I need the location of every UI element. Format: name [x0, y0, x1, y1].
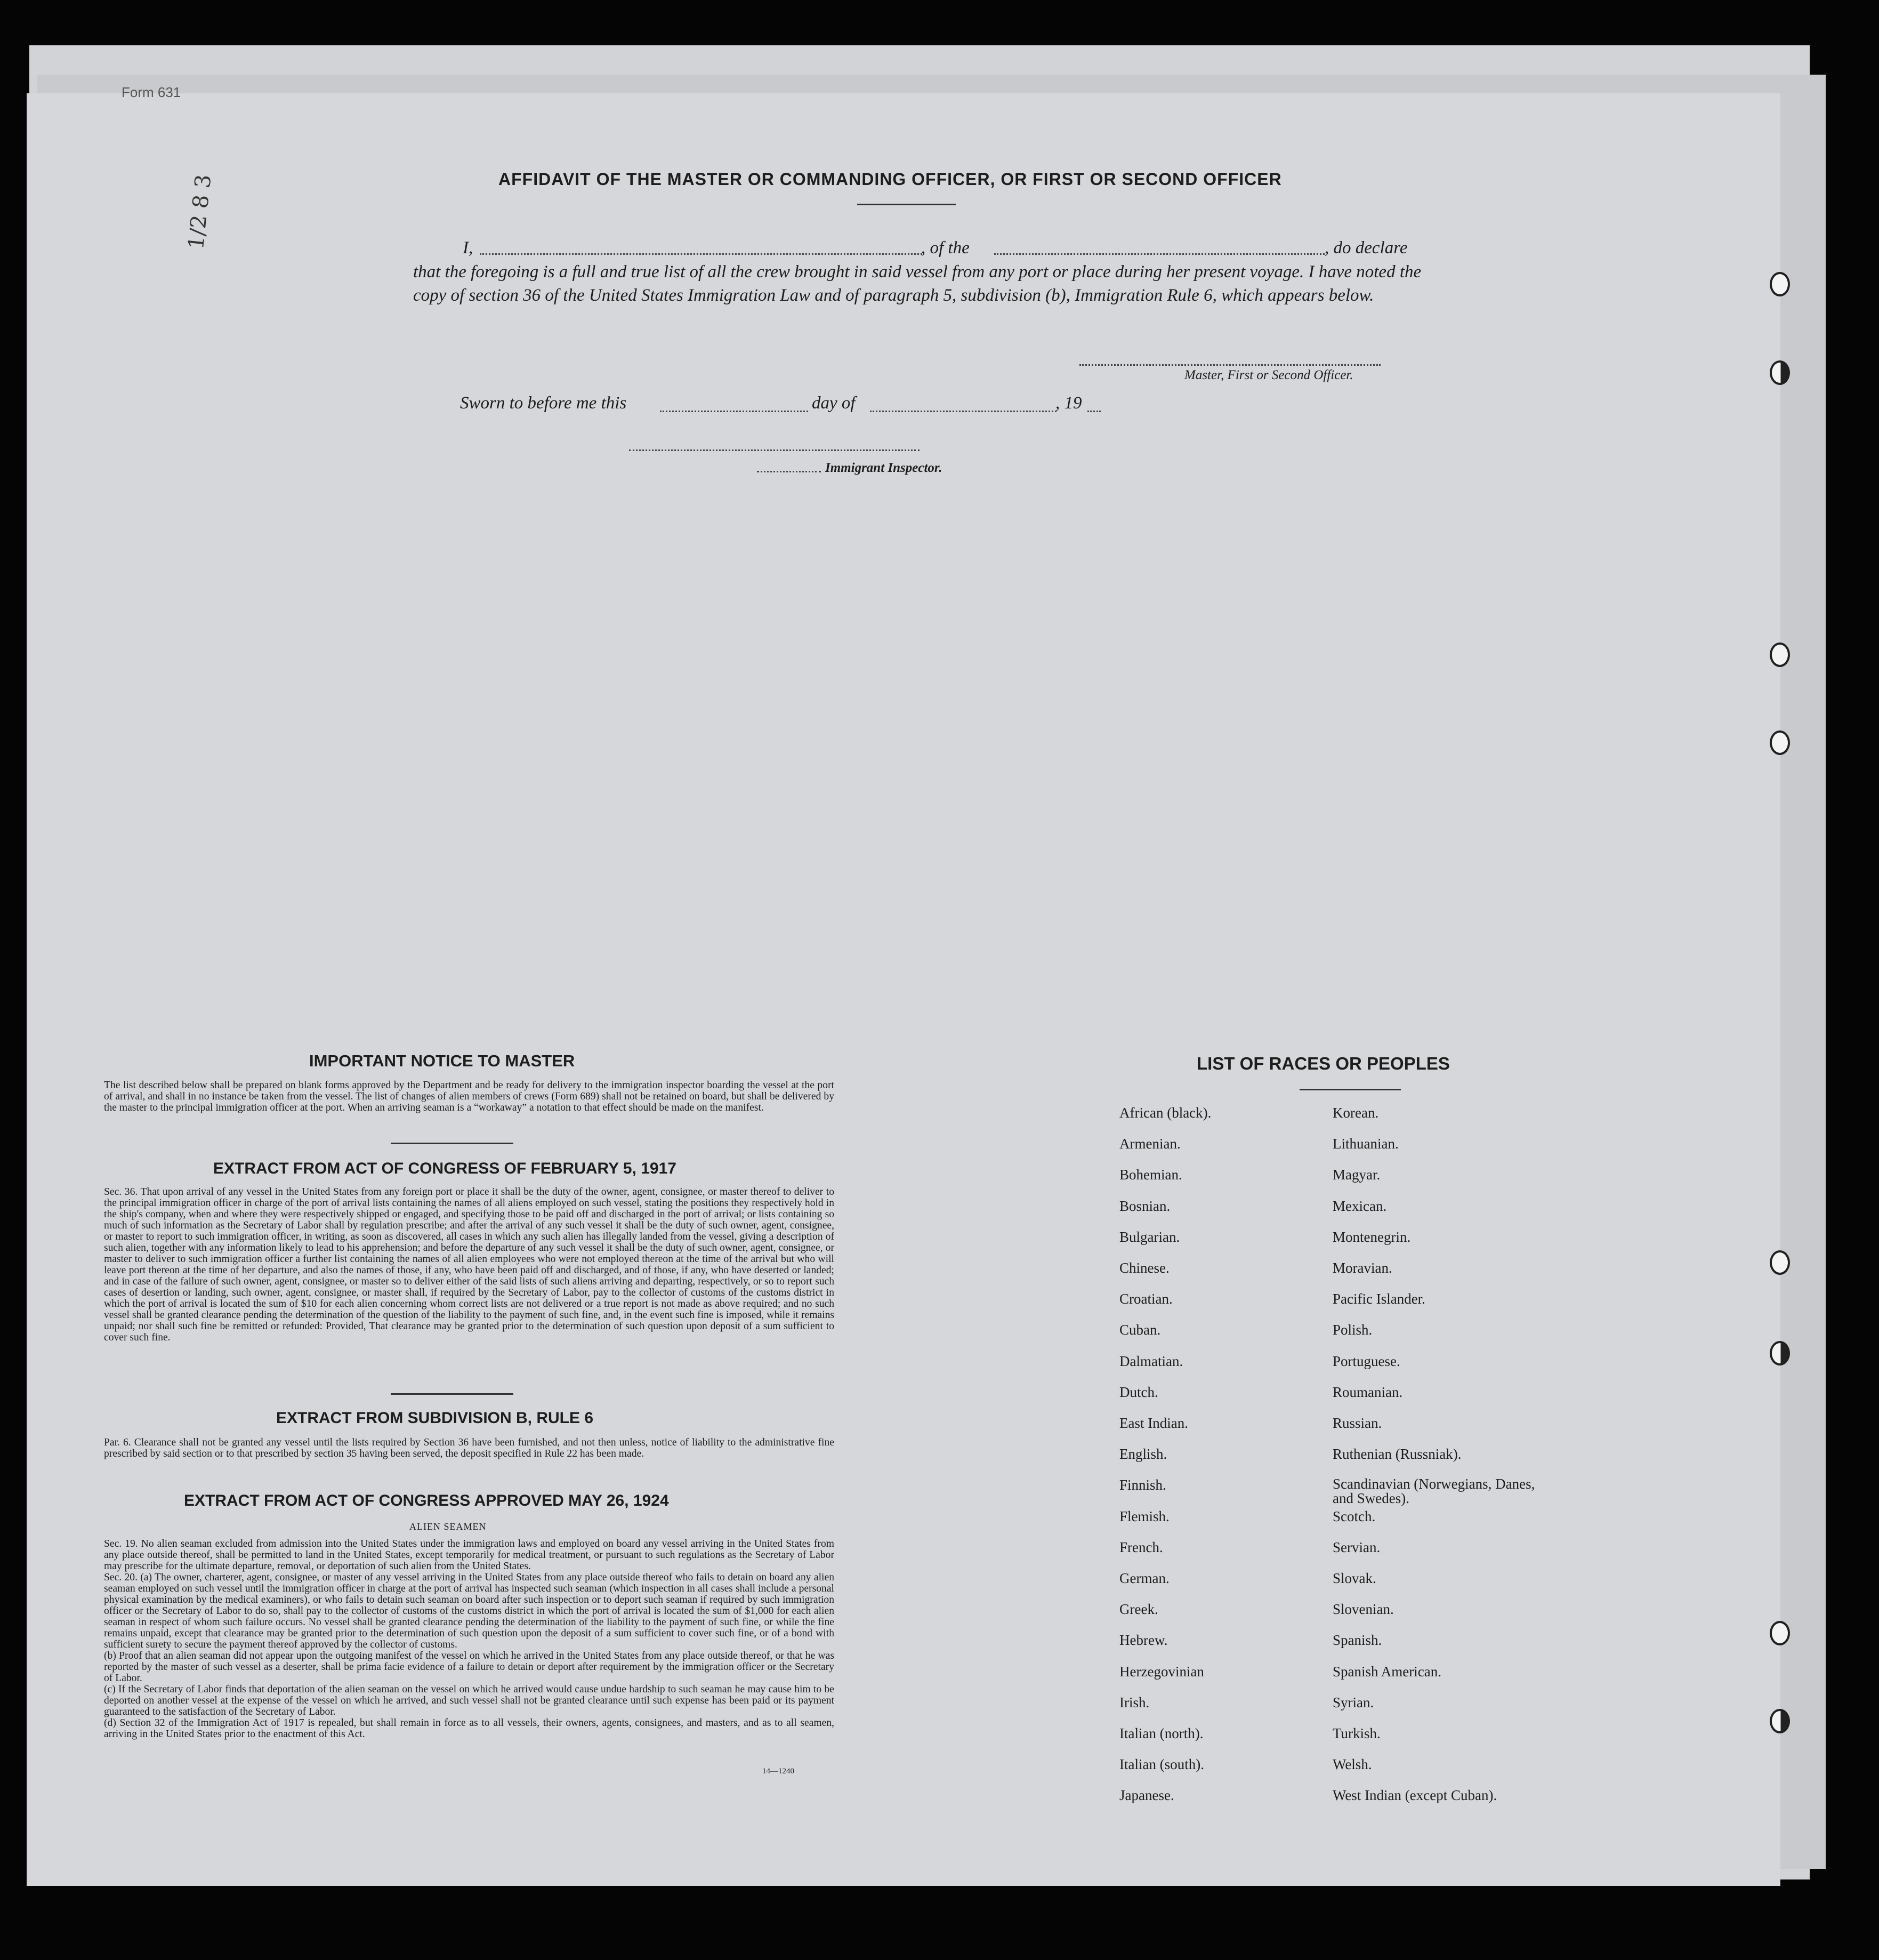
race-item: Scotch. [1333, 1508, 1376, 1524]
sworn-month-field[interactable] [870, 411, 1057, 412]
race-item: Turkish. [1333, 1725, 1381, 1741]
binder-hole-icon [1770, 1341, 1790, 1365]
of-the-label: , of the [921, 238, 970, 258]
i-label: I, [463, 238, 473, 258]
binder-hole-icon [1770, 272, 1790, 296]
binder-hole-icon [1770, 1709, 1790, 1733]
signature-label: Master, First or Second Officer. [1184, 368, 1353, 382]
sworn-year-field[interactable] [1087, 411, 1101, 412]
extract-1924-subtitle: ALIEN SEAMEN [409, 1521, 487, 1532]
race-item: German. [1119, 1570, 1170, 1586]
race-item: Spanish American. [1333, 1663, 1441, 1680]
sworn-day-field[interactable] [660, 411, 808, 412]
race-item: Italian (north). [1119, 1725, 1204, 1741]
race-item: Hebrew. [1119, 1632, 1168, 1649]
notice-text: The list described below shall be prepared on blank forms approved by the Department and be ready for delivery to the immigration inspector boarding the vessel at the port of arrival, and shall in no instance be taken from the vessel. The list of changes of alien members of crews (Form 689) shall not be retained on board, but shall be delivered by the master to the principal immigration officer at the port. When an arriving seaman is a “workaway” a notation to that effect should be made on the manifest. [104, 1080, 834, 1113]
race-item: Moravian. [1333, 1260, 1392, 1276]
race-item: Lithuanian. [1333, 1136, 1399, 1152]
vessel-field[interactable] [994, 253, 1325, 255]
do-declare-label: , do declare [1325, 238, 1408, 258]
race-item: French. [1119, 1539, 1163, 1555]
form-number: 14—1240 [762, 1767, 794, 1776]
affidavit-paragraph: that the foregoing is a full and true list of all the crew brought in said vessel from any port or place during her present voyage. I have noted the copy of section 36 of the United States Immigration Law and of paragraph 5, subdivision (b), Immigration Rule 6, which appears below. [413, 262, 1422, 305]
race-item: Bosnian. [1119, 1198, 1171, 1214]
race-item: Polish. [1333, 1322, 1373, 1338]
race-item: Welsh. [1333, 1756, 1372, 1773]
section-divider [391, 1393, 513, 1395]
inspector-signature-field[interactable] [629, 449, 920, 451]
race-item: Mexican. [1333, 1198, 1387, 1214]
binder-hole-icon [1770, 360, 1790, 385]
race-item: Slovak. [1333, 1570, 1376, 1586]
year-prefix: , 19 [1055, 393, 1082, 413]
race-item: Roumanian. [1333, 1384, 1403, 1400]
race-item: Herzegovinian [1119, 1663, 1204, 1680]
race-item: Ruthenian (Russniak). [1333, 1446, 1462, 1463]
sworn-label: Sworn to before me this [460, 393, 627, 413]
race-item: Dalmatian. [1119, 1353, 1183, 1369]
notice-title: IMPORTANT NOTICE TO MASTER [309, 1051, 575, 1070]
extract-1917-text: Sec. 36. That upon arrival of any vessel in the United States from any foreign port or place it shall be the duty of the owner, agent, consignee, or master thereof to deliver to the principal immigration officer in charge of the port of arrival lists containing the names of all aliens employed on such vessel, stating the positions they respectively hold in the ship's company, when and where they were respectively shipped or engaged, and specifying those to be paid off and discharged in the port of arrival; or lists containing so much of such information as the Secretary of Labor shall by regulation prescribe; and after the arrival of any such vessel it shall be the duty of such owner, agent, consignee, or master to report to such immigration officer, in writing, as soon as discovered, all cases in which any such alien has illegally landed from the vessel, giving a description of such alien, together with any information likely to lead to his apprehension; and before the departure of any such vessel it shall be the duty of such owner, agent, consignee, or master to deliver to such immigration officer a further list containing the names of all alien employees who were not employed thereon at the time of the arrival but who will leave port thereon at the time of her departure, and also the names of those, if any, who have been paid off and discharged, and of those, if any, who have deserted or landed; and in case of the failure of such owner, agent, consignee, or master so to deliver either of the said lists of such aliens arriving and departing, respectively, or so to report such cases of desertion or landing, such owner, agent, consignee, or master shall, if required by the Secretary of Labor, pay to the collector of customs of the customs district in which the port of arrival is located the sum of $10 for each alien concerning whom correct lists are not delivered or a true report is not made as above required; and no such vessel shall be granted clearance pending the determination of the question of the liability to the payment of such fine, and, in the event such fine is imposed, while it remains unpaid; nor shall such fine be remitted or refunded: Provided, That clearance may be granted prior to the determination of such question upon deposit of a sum sufficient to cover such fine. [104, 1186, 834, 1343]
binder-hole-icon [1770, 642, 1790, 667]
affidavit-title: AFFIDAVIT OF THE MASTER OR COMMANDING OFFICER, OR FIRST OR SECOND OFFICER [498, 170, 1282, 189]
day-of-label: day of [812, 393, 856, 413]
race-item: Greek. [1119, 1601, 1158, 1618]
race-item: Croatian. [1119, 1291, 1173, 1307]
race-item: African (black). [1119, 1105, 1212, 1121]
race-item: Bulgarian. [1119, 1228, 1180, 1245]
inspector-prefix-line [757, 471, 821, 472]
race-item: Dutch. [1119, 1384, 1158, 1400]
binder-hole-icon [1770, 1621, 1790, 1645]
race-item: Irish. [1119, 1694, 1150, 1710]
race-item: Japanese. [1119, 1787, 1174, 1804]
race-item: Pacific Islander. [1333, 1291, 1425, 1307]
section-divider [391, 1143, 513, 1144]
binder-hole-icon [1770, 1250, 1790, 1275]
extract-1924-text: Sec. 19. No alien seaman excluded from admission into the United States under the immigration laws and employed on board any vessel arriving in the United States from any place outside thereof, shall be permitted to land in the United States, except temporarily for medical treatment, or pursuant to such regulations as the Secretary of Labor may prescribe for the ultimate departure, removal, or deportation of such alien from the United States. Sec. 20. (a) The owner, charterer, agent, consignee, or master of any vessel arriving in the United States from any place outside thereof who fails to detain on board any alien seaman employed on such vessel until the immigration officer in charge at the port of arrival has inspected such seaman (which inspection in all cases shall include a personal physical examination by the medical examiners), or who fails to detain such seaman on board after such inspection or to deport such seaman if required by such immigration officer or the Secretary of Labor to do so, shall pay to the collector of customs of the customs district in which the port of arrival is located the sum of $1,000 for each alien seaman in respect of whom such failure occurs. No vessel shall be granted clearance pending the determination of the liability to the payment of such fine, or while the fine remains unpaid, except that clearance may be granted prior to the determination of such question upon the deposit of a sum sufficient to cover such fine, or of a bond with sufficient surety to secure the payment thereof approved by the collector of customs. (b) Proof that an alien seaman did not appear upon the outgoing manifest of the vessel on which he arrived in the United States from any place outside thereof, or that he was reported by the master of such vessel as a deserter, shall be prima facie evidence of a failure to detain or deport after requirement by the immigration officer or the Secretary of Labor. (c) If the Secretary of Labor finds that deportation of the alien seaman on the vessel on which he arrived would cause undue hardship to such seaman he may cause him to be deported on another vessel at the expense of the vessel on which he arrived, and such vessel shall not be granted clearance until such expense has been paid or its payment guaranteed to the satisfaction of the Secretary of Labor. (d) Section 32 of the Immigration Act of 1917 is repealed, but shall remain in force as to all vessels, their owners, agents, consignees, and masters, and as to all seamen, arriving in the United States prior to the enactment of this Act. [104, 1538, 834, 1740]
race-item: Flemish. [1119, 1508, 1170, 1524]
extract-rule6-title: EXTRACT FROM SUBDIVISION B, RULE 6 [276, 1409, 594, 1427]
races-title-divider [1300, 1089, 1401, 1090]
race-item: Finnish. [1119, 1477, 1166, 1493]
race-item: Portuguese. [1333, 1353, 1400, 1369]
race-item: Scandinavian (Norwegians, Danes, and Swedes). [1333, 1476, 1535, 1507]
race-item: Russian. [1333, 1415, 1382, 1431]
race-item: Korean. [1333, 1105, 1379, 1121]
race-item: Magyar. [1333, 1167, 1381, 1183]
races-title: LIST OF RACES OR PEOPLES [1197, 1054, 1450, 1073]
race-item: West Indian (except Cuban). [1333, 1787, 1497, 1804]
title-divider [857, 204, 956, 205]
extract-rule6-text: Par. 6. Clearance shall not be granted any vessel until the lists required by Section 36 have been furnished, and not then unless, notice of liability to the administrative fine prescribed by said section or to that prescribed by section 35 having been served, the deposit specified in Rule 22 has been made. [104, 1437, 834, 1459]
race-item: Italian (south). [1119, 1756, 1204, 1773]
race-item: Chinese. [1119, 1260, 1170, 1276]
race-item: Servian. [1333, 1539, 1381, 1555]
race-item: Spanish. [1333, 1632, 1382, 1649]
race-item: Bohemian. [1119, 1167, 1182, 1183]
race-item: Armenian. [1119, 1136, 1181, 1152]
race-item: Syrian. [1333, 1694, 1374, 1710]
form-tag: Form 631 [122, 84, 181, 100]
handwritten-margin-note: 1/2 8 3 [184, 173, 216, 251]
race-item: Slovenian. [1333, 1601, 1394, 1618]
race-item: English. [1119, 1446, 1167, 1463]
extract-1917-title: EXTRACT FROM ACT OF CONGRESS OF FEBRUARY 5, 1917 [213, 1160, 676, 1177]
race-item: Montenegrin. [1333, 1228, 1411, 1245]
name-field[interactable] [480, 253, 922, 255]
inspector-label: Immigrant Inspector. [825, 461, 942, 475]
race-item: Cuban. [1119, 1322, 1161, 1338]
race-item: East Indian. [1119, 1415, 1188, 1431]
officer-signature-field[interactable] [1079, 364, 1381, 366]
extract-1924-title: EXTRACT FROM ACT OF CONGRESS APPROVED MAY 26, 1924 [184, 1492, 669, 1509]
binder-hole-icon [1770, 730, 1790, 755]
